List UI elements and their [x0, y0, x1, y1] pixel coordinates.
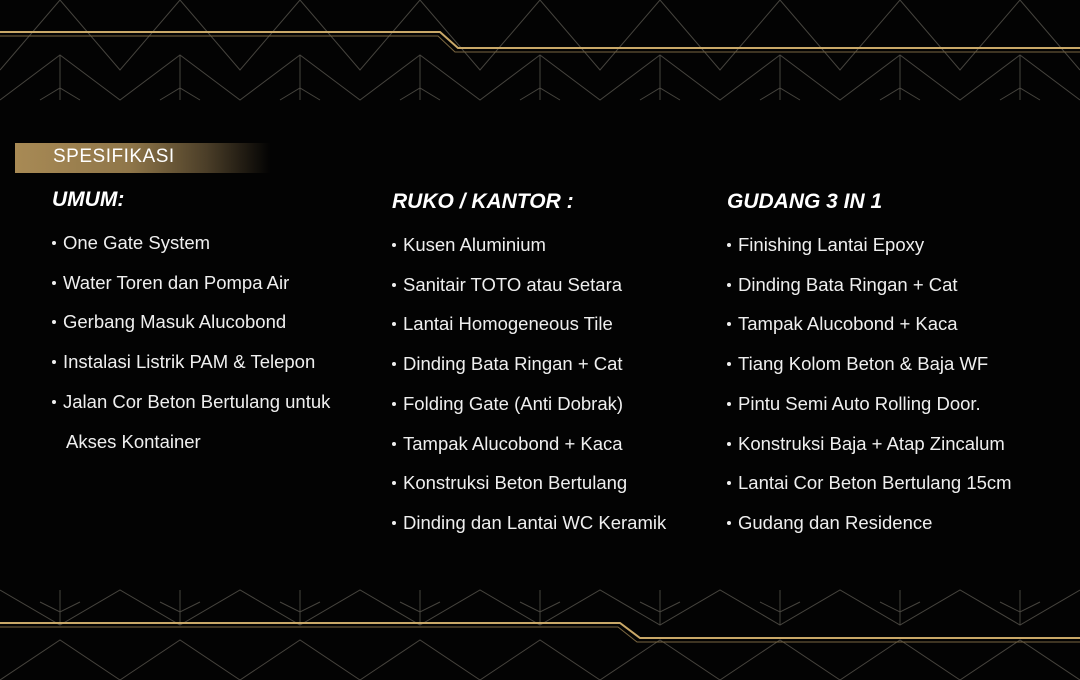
section-badge — [15, 143, 270, 173]
top-gold-decoration — [0, 0, 1080, 110]
column-heading: RUKO / KANTOR : — [392, 190, 574, 213]
list-item: Lantai Homogeneous Tile — [392, 304, 712, 344]
list-item: Pintu Semi Auto Rolling Door. — [727, 384, 1067, 424]
list-item: Tiang Kolom Beton & Baja WF — [727, 344, 1067, 384]
list-item: Jalan Cor Beton Bertulang untuk — [52, 382, 372, 422]
list-item: Finishing Lantai Epoxy — [727, 225, 1067, 265]
list-item: Dinding Bata Ringan + Cat — [727, 265, 1067, 305]
bottom-gold-decoration — [0, 580, 1080, 680]
spec-list — [727, 225, 1067, 543]
list-item: Tampak Alucobond + Kaca — [727, 304, 1067, 344]
list-item: Tampak Alucobond + Kaca — [392, 424, 712, 464]
list-item: One Gate System — [52, 223, 372, 263]
column-heading: GUDANG 3 IN 1 — [727, 190, 883, 213]
list-item: Kusen Aluminium — [392, 225, 712, 265]
list-item: Water Toren dan Pompa Air — [52, 263, 372, 303]
spec-list — [392, 225, 712, 543]
list-item: Konstruksi Baja + Atap Zincalum — [727, 424, 1067, 464]
list-item: Instalasi Listrik PAM & Telepon — [52, 342, 372, 382]
list-item: Folding Gate (Anti Dobrak) — [392, 384, 712, 424]
list-item: Sanitair TOTO atau Setara — [392, 265, 712, 305]
column-heading: UMUM: — [52, 188, 125, 211]
list-item: Gerbang Masuk Alucobond — [52, 302, 372, 342]
list-item: Lantai Cor Beton Bertulang 15cm — [727, 463, 1067, 503]
list-item: Konstruksi Beton Bertulang — [392, 463, 712, 503]
list-item-continuation: Akses Kontainer — [66, 430, 201, 452]
list-item: Gudang dan Residence — [727, 503, 1067, 543]
list-item: Dinding Bata Ringan + Cat — [392, 344, 712, 384]
spec-list — [52, 223, 372, 461]
section-title: SPESIFIKASI — [53, 146, 175, 167]
column-gudang — [727, 185, 1067, 543]
list-item: Dinding dan Lantai WC Keramik — [392, 503, 712, 543]
column-umum — [52, 185, 372, 461]
column-ruko-kantor — [392, 185, 712, 543]
